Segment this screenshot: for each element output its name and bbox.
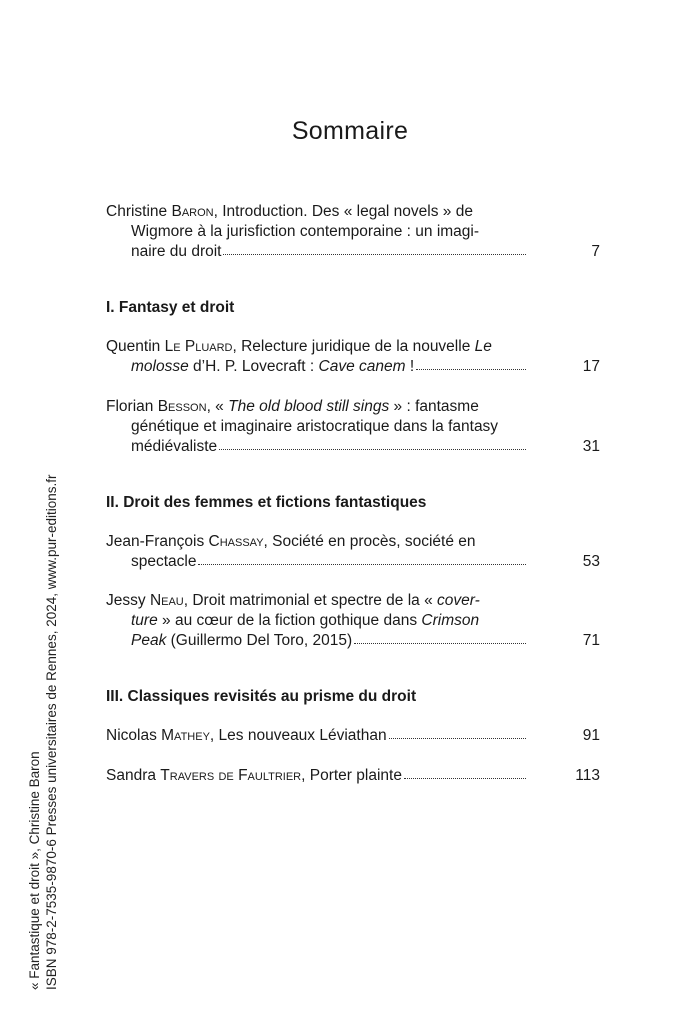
author-first: Christine <box>106 203 168 220</box>
entry-text: , Relecture juridique de la nouvelle <box>232 338 475 355</box>
entry-text: , Société en procès, société en <box>263 533 476 550</box>
page-number: 71 <box>582 632 600 649</box>
author-last: Chassay <box>208 533 264 550</box>
author-first: Sandra <box>106 767 156 784</box>
citation-line: ISBN 978-2-7535-9870-6 Presses universitaires de Rennes, 2024, www.pur-editions.fr <box>44 474 59 990</box>
dot-leader <box>389 736 526 739</box>
author-last: Neau <box>149 592 184 609</box>
author-last: Travers de Faultrier <box>160 767 302 784</box>
entry-italic: Cave canem <box>318 358 406 375</box>
toc-entry[interactable] <box>106 591 600 651</box>
toc-entry[interactable] <box>106 397 600 457</box>
page-title: Sommaire <box>291 116 409 145</box>
entry-line <box>106 242 526 262</box>
entry-line <box>106 532 526 552</box>
page-number: 53 <box>582 553 600 570</box>
entry-text: » au cœur de la fiction gothique dans <box>157 612 422 629</box>
entry-line <box>106 202 526 222</box>
entry-text: médiévaliste <box>131 438 218 455</box>
entry-text: , Porter plainte <box>301 767 402 784</box>
page-number: 113 <box>575 767 600 784</box>
section-title: III. Classiques revisités au prisme du droit <box>106 688 417 705</box>
author-first: Florian <box>106 398 154 415</box>
author-last: Mathey <box>161 727 210 744</box>
entry-text: , Introduction. Des « legal novels » de <box>213 203 473 220</box>
page-number: 31 <box>582 438 600 455</box>
toc-entry[interactable] <box>106 532 600 572</box>
entry-text: , Droit matrimonial et spectre de la « <box>183 592 438 609</box>
author-last: Besson <box>157 398 207 415</box>
entry-text: , Les nouveaux Léviathan <box>209 727 387 744</box>
entry-line <box>106 611 526 631</box>
entry-line: génétique et imaginaire aristocratique dans la fantasy <box>131 418 499 435</box>
entry-text <box>131 631 352 651</box>
entry-text: ! <box>405 358 415 375</box>
toc-entry-intro[interactable] <box>106 202 600 262</box>
entry-italic: ture <box>131 612 158 629</box>
entry-text: , « <box>206 398 229 415</box>
toc-entry[interactable] <box>106 726 600 746</box>
section-title: II. Droit des femmes et fictions fantastiques <box>106 494 427 511</box>
page-number: 91 <box>582 727 600 744</box>
entry-italic: Le <box>474 338 492 355</box>
entry-text: spectacle <box>131 553 197 570</box>
author-last: Le Pluard <box>164 338 233 355</box>
entry-italic: Crimson <box>421 612 480 629</box>
entry-italic: The old blood still sings <box>228 398 390 415</box>
entry-text <box>106 766 402 786</box>
entry-line <box>106 591 526 611</box>
section-title: I. Fantasy et droit <box>106 299 235 316</box>
entry-line <box>106 631 526 651</box>
entry-italic: molosse <box>131 358 189 375</box>
toc-entry[interactable] <box>106 337 600 377</box>
dot-leader <box>416 367 526 370</box>
entry-text: d’H. P. Lovecraft : <box>188 358 319 375</box>
dot-leader <box>219 447 526 450</box>
dot-leader <box>404 776 526 779</box>
entry-line <box>106 357 526 377</box>
entry-italic: Peak <box>131 632 167 649</box>
entry-line <box>106 437 526 457</box>
author-first: Jessy <box>106 592 146 609</box>
entry-line <box>106 397 526 417</box>
entry-text <box>106 726 387 746</box>
entry-text: naire du droit <box>131 243 222 260</box>
page-number: 17 <box>582 358 600 375</box>
dot-leader <box>354 641 526 644</box>
dot-leader <box>198 562 526 565</box>
entry-line <box>106 726 526 746</box>
entry-line <box>106 337 526 357</box>
entry-line <box>106 766 526 786</box>
side-citation <box>26 474 60 990</box>
toc-entry[interactable] <box>106 766 600 786</box>
entry-line <box>106 552 526 572</box>
entry-text: » : fantasme <box>389 398 479 415</box>
entry-text <box>131 357 414 377</box>
author-first: Quentin <box>106 338 161 355</box>
author-first: Nicolas <box>106 727 157 744</box>
author-last: Baron <box>171 203 214 220</box>
entry-line: Wigmore à la jurisfiction contemporaine : un imagi- <box>131 223 480 240</box>
author-first: Jean-François <box>106 533 205 550</box>
entry-text: (Guillermo Del Toro, 2015) <box>166 632 353 649</box>
dot-leader <box>223 252 526 255</box>
page-number: 7 <box>591 243 600 260</box>
citation-line: « Fantastique et droit », Christine Baron <box>27 751 42 990</box>
entry-italic: cover- <box>437 592 480 609</box>
